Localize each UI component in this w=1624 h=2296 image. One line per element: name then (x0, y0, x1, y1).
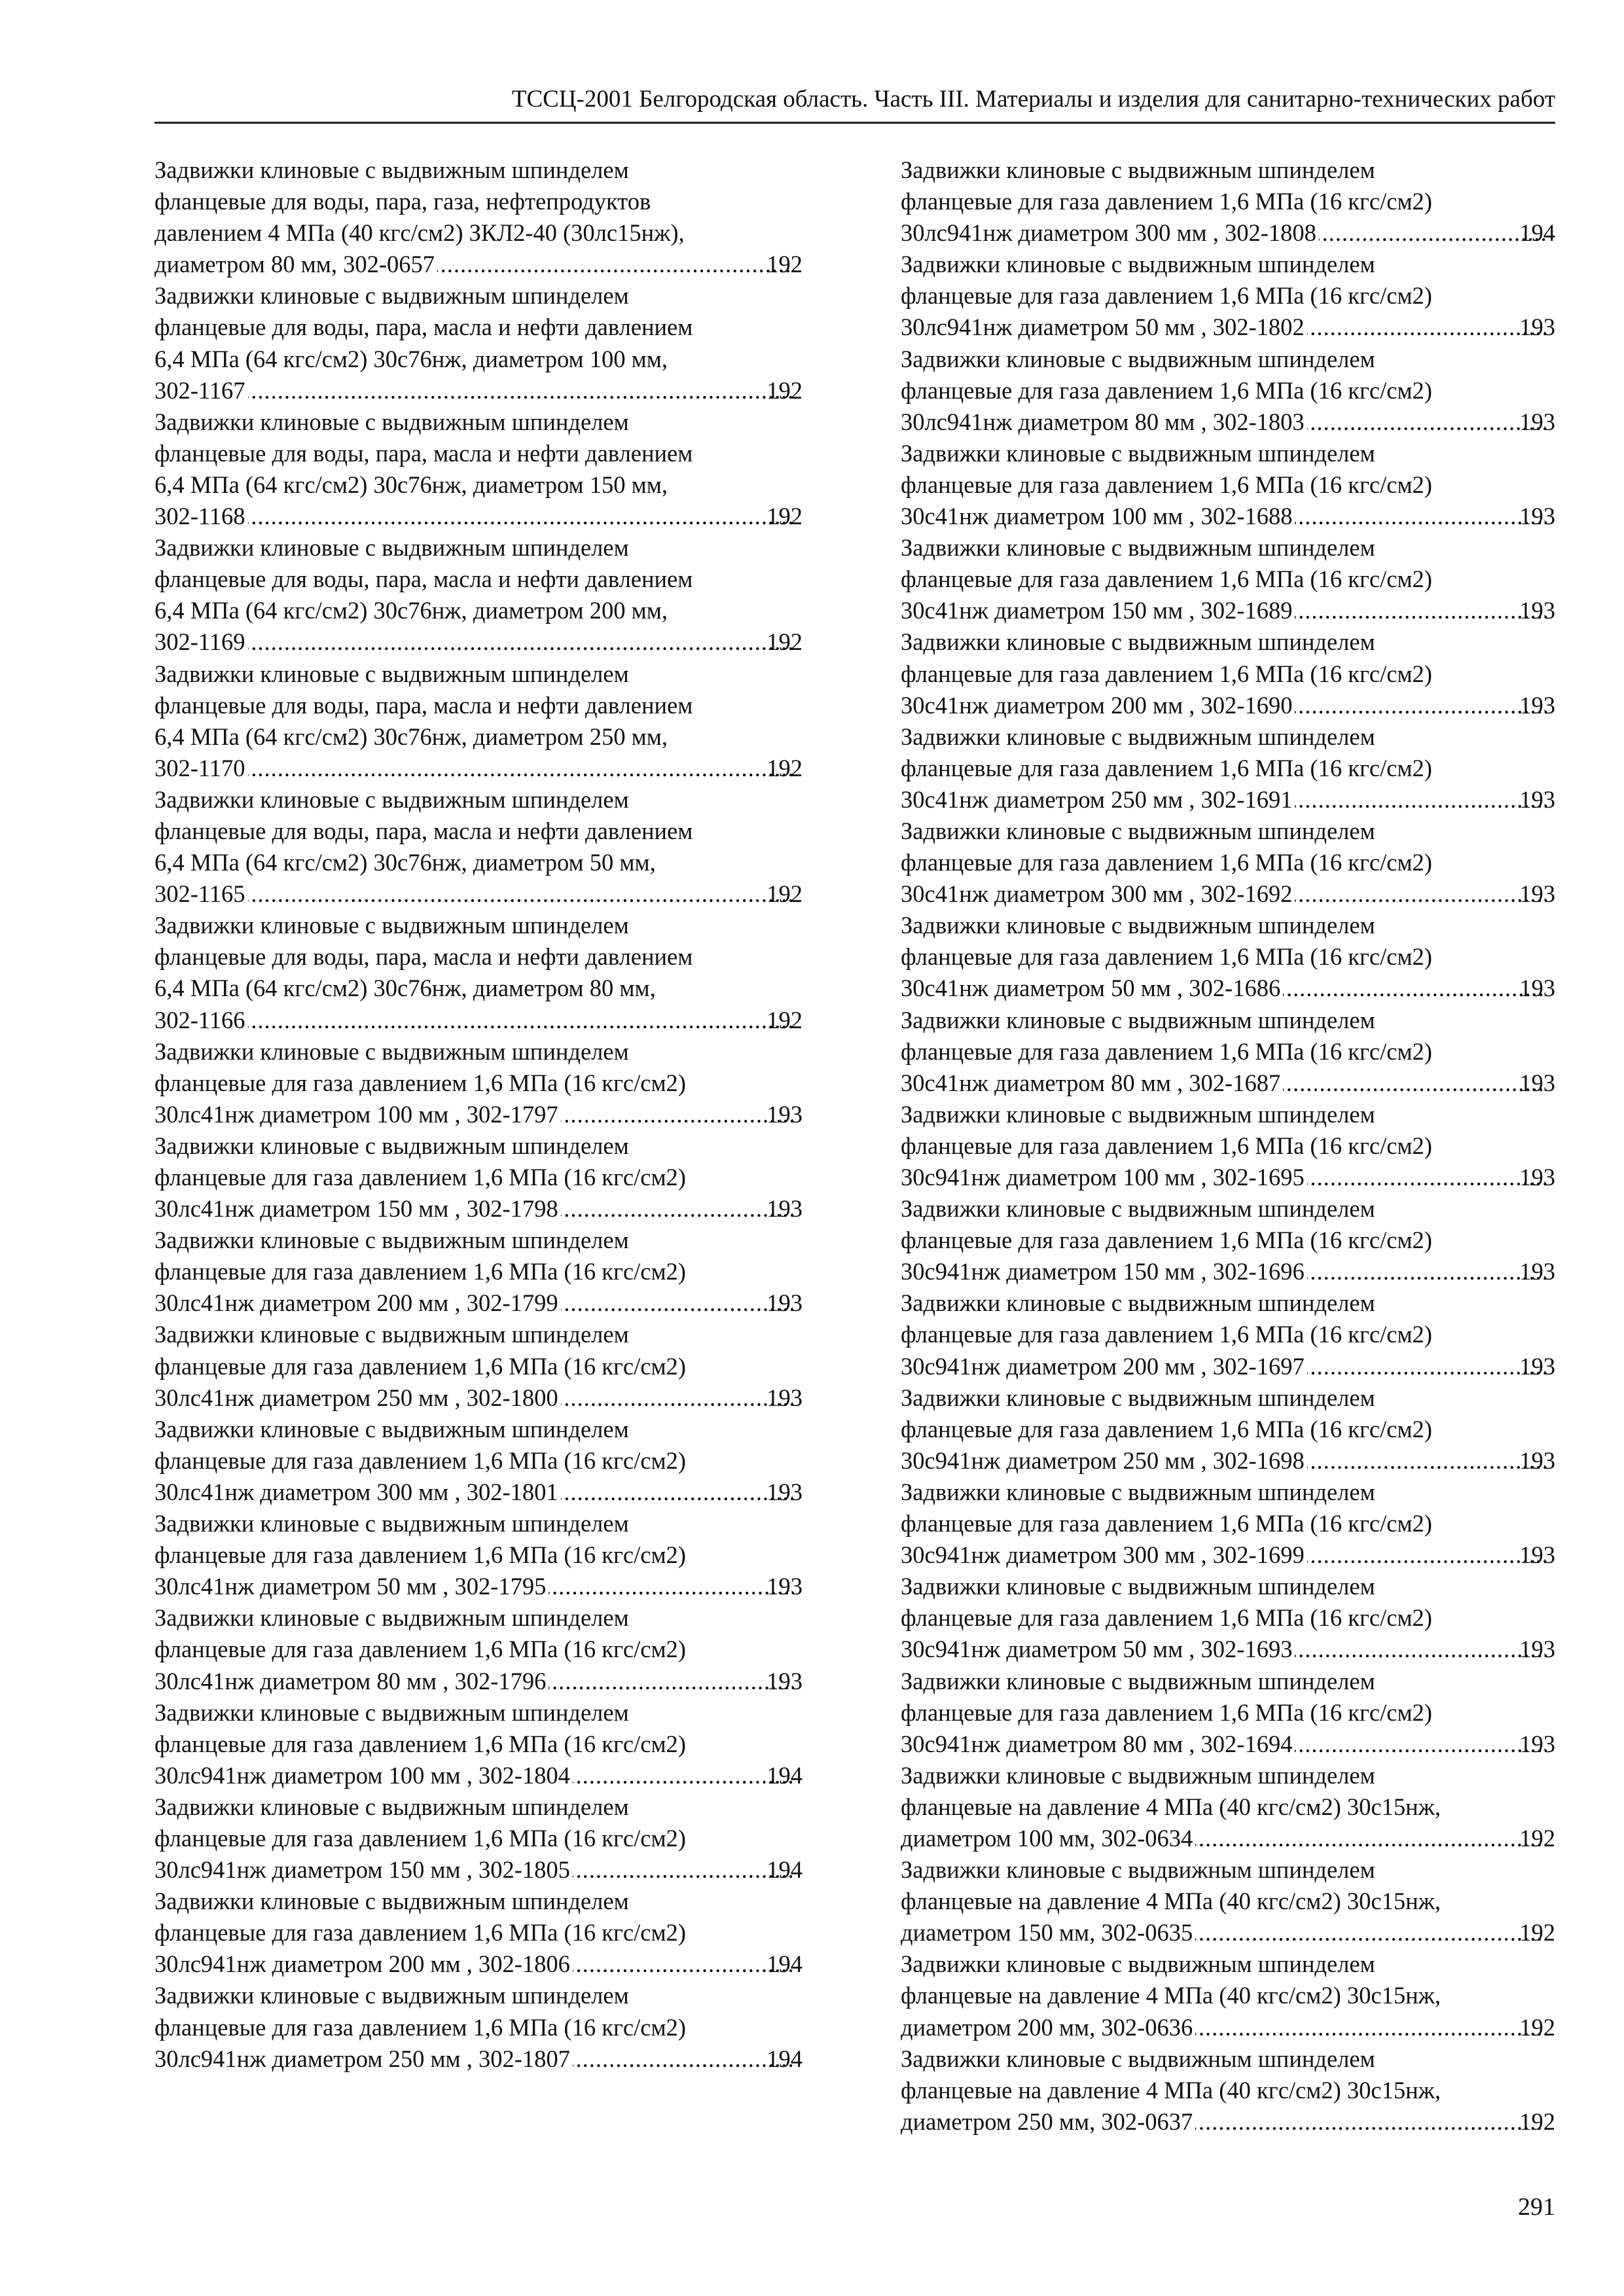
entry-last-line (154, 1099, 803, 1130)
entry-code: 30с941нж диаметром 250 мм , 302-1698 (901, 1446, 1305, 1474)
index-entry (154, 910, 803, 1035)
index-entry (154, 532, 803, 658)
dot-leader (573, 1854, 794, 1886)
dot-leader (1195, 1823, 1547, 1854)
index-entry (901, 532, 1555, 626)
entry-page-ref: 193 (767, 1289, 803, 1317)
index-entry (154, 784, 803, 910)
entry-text-line: Задвижки клиновые с выдвижным шпинделем (901, 1856, 1375, 1884)
entry-code: 30с41нж диаметром 50 мм , 302-1686 (901, 975, 1281, 1002)
dot-leader (549, 1666, 794, 1697)
entry-text-line: фланцевые для газа давлением 1,6 МПа (16 кгс/см2) (901, 943, 1432, 971)
entry-text-line: фланцевые для газа давлением 1,6 МПа (16 кгс/см2) (901, 660, 1432, 687)
entry-code: 30с941нж диаметром 150 мм , 302-1696 (901, 1258, 1305, 1285)
entry-text-line: фланцевые на давление 4 МПа (40 кгс/см2) 30с15нж, (901, 2076, 1441, 2104)
entry-last-line (154, 2043, 803, 2075)
entry-last-line (901, 1351, 1555, 1382)
entry-last-line (154, 878, 803, 910)
entry-page-ref: 193 (1519, 1258, 1555, 1285)
entry-code: 30лс941нж диаметром 250 мм , 302-1807 (154, 2045, 570, 2072)
dot-leader (248, 501, 795, 532)
entry-text-line: фланцевые для газа давлением 1,6 МПа (16 кгс/см2) (154, 1636, 686, 1663)
entry-last-line (154, 1477, 803, 1508)
entry-text-line: 6,4 МПа (64 кгс/см2) 30с76нж, диаметром 100 мм, (154, 345, 668, 372)
entry-code: 30с941нж диаметром 100 мм , 302-1695 (901, 1164, 1305, 1191)
entry-last-line (901, 2106, 1555, 2138)
entry-last-line (901, 690, 1555, 721)
entry-page-ref: 192 (767, 754, 803, 781)
entry-page-ref: 193 (1519, 1446, 1555, 1474)
dot-leader (561, 1287, 795, 1319)
entry-page-ref: 193 (1519, 691, 1555, 719)
entry-text-line: 6,4 МПа (64 кгс/см2) 30с76нж, диаметром 80 мм, (154, 975, 656, 1002)
entry-code: 30с941нж диаметром 80 мм , 302-1694 (901, 1730, 1293, 1757)
entry-last-line (901, 1445, 1555, 1477)
index-entry (154, 1130, 803, 1225)
index-entry (154, 1319, 803, 1413)
entry-last-line (901, 1917, 1555, 1948)
entry-text-line: Задвижки клиновые с выдвижным шпинделем (901, 1289, 1375, 1317)
dot-leader (1307, 1162, 1547, 1193)
dot-leader (1307, 312, 1547, 343)
dot-leader (437, 249, 794, 280)
entry-page-ref: 193 (1519, 503, 1555, 530)
entry-page-ref: 194 (767, 1761, 803, 1789)
index-entry (901, 1571, 1555, 1665)
entry-text-line: Задвижки клиновые с выдвижным шпинделем (901, 251, 1375, 278)
entry-text-line: фланцевые для газа давлением 1,6 МПа (16 кгс/см2) (154, 1164, 686, 1191)
index-entry (901, 910, 1555, 1004)
entry-last-line (901, 595, 1555, 626)
entry-text-line: фланцевые для воды, пара, газа, нефтепродуктов (154, 188, 651, 215)
entry-page-ref: 194 (767, 1950, 803, 1978)
entry-text-line: Задвижки клиновые с выдвижным шпинделем (154, 1698, 629, 1726)
dot-leader (1195, 2106, 1547, 2138)
entry-text-line: давлением 4 МПа (40 кгс/см2) ЗКЛ2-40 (30лс15нж), (154, 219, 685, 247)
index-entry (901, 1005, 1555, 1099)
entry-text-line: 6,4 МПа (64 кгс/см2) 30с76нж, диаметром 150 мм, (154, 471, 668, 498)
entry-text-line: фланцевые для газа давлением 1,6 МПа (16 кгс/см2) (901, 1132, 1432, 1159)
entry-code: 30лс941нж диаметром 80 мм , 302-1803 (901, 408, 1305, 435)
entry-text-line: Задвижки клиновые с выдвижным шпинделем (154, 785, 629, 813)
entry-text-line: Задвижки клиновые с выдвижным шпинделем (901, 1006, 1375, 1033)
dot-leader (1295, 595, 1547, 626)
entry-text-line: Задвижки клиновые с выдвижным шпинделем (154, 1888, 629, 1915)
dot-leader (549, 1571, 794, 1602)
entry-text-line: Задвижки клиновые с выдвижным шпинделем (901, 628, 1375, 656)
entry-last-line (154, 1666, 803, 1697)
entry-page-ref: 192 (1519, 2108, 1555, 2135)
entry-page-ref: 192 (1519, 1824, 1555, 1852)
page-number: 291 (1518, 2193, 1555, 2221)
entry-text-line: фланцевые для газа давлением 1,6 МПа (16 кгс/см2) (154, 1446, 686, 1474)
entry-page-ref: 193 (767, 1478, 803, 1505)
entry-last-line (154, 1287, 803, 1319)
entry-last-line (154, 1005, 803, 1036)
index-entry (154, 280, 803, 406)
index-entry (901, 1193, 1555, 1287)
entry-last-line (154, 1571, 803, 1602)
entry-page-ref: 192 (767, 1006, 803, 1033)
dot-leader (1295, 501, 1547, 532)
index-entry (901, 1948, 1555, 2043)
entry-page-ref: 193 (767, 1100, 803, 1128)
index-entry (901, 721, 1555, 816)
entry-code: диаметром 250 мм, 302-0637 (901, 2108, 1193, 2135)
entry-last-line (901, 784, 1555, 816)
entry-last-line (154, 375, 803, 406)
entry-last-line (901, 2012, 1555, 2043)
entry-text-line: Задвижки клиновые с выдвижным шпинделем (901, 912, 1375, 939)
entry-text-line: Задвижки клиновые с выдвижным шпинделем (901, 1478, 1375, 1505)
entry-code: диаметром 150 мм, 302-0635 (901, 1919, 1193, 1946)
index-entry (154, 1886, 803, 1980)
entry-last-line (901, 1634, 1555, 1665)
entry-text-line: Задвижки клиновые с выдвижным шпинделем (154, 912, 629, 939)
entry-text-line: Задвижки клиновые с выдвижным шпинделем (154, 1321, 629, 1348)
entry-text-line: фланцевые на давление 4 МПа (40 кгс/см2) 30с15нж, (901, 1793, 1441, 1820)
index-entry (154, 1508, 803, 1602)
entry-text-line: Задвижки клиновые с выдвижным шпинделем (154, 660, 629, 687)
entry-code: 30лс41нж диаметром 200 мм , 302-1799 (154, 1289, 558, 1317)
entry-text-line: Задвижки клиновые с выдвижным шпинделем (901, 1667, 1375, 1695)
entry-text-line: фланцевые для газа давлением 1,6 МПа (16 кгс/см2) (154, 1919, 686, 1946)
entry-code: 30лс41нж диаметром 300 мм , 302-1801 (154, 1478, 558, 1505)
entry-text-line: фланцевые для воды, пара, масла и нефти давлением (154, 314, 693, 341)
dot-leader (1295, 690, 1547, 721)
dot-leader (561, 1193, 795, 1225)
dot-leader (248, 1005, 795, 1036)
entry-text-line: Задвижки клиновые с выдвижным шпинделем (154, 1415, 629, 1443)
index-entry (901, 1477, 1555, 1571)
header-title: ТССЦ-2001 Белгородская область. Часть III. Материалы и изделия для санитарно-технических работ (511, 86, 1555, 113)
dot-leader (1307, 1539, 1547, 1571)
entry-code: 30с41нж диаметром 80 мм , 302-1687 (901, 1069, 1281, 1096)
entry-code: 30с41нж диаметром 200 мм , 302-1690 (901, 691, 1293, 719)
index-entry (154, 658, 803, 784)
index-entry (154, 1980, 803, 2074)
dot-leader (1195, 1917, 1547, 1948)
entry-page-ref: 193 (767, 1195, 803, 1223)
entry-text-line: Задвижки клиновые с выдвижным шпинделем (154, 1132, 629, 1159)
entry-page-ref: 193 (1519, 1069, 1555, 1096)
entry-code: 30лс41нж диаметром 150 мм , 302-1798 (154, 1195, 558, 1223)
entry-code: диаметром 100 мм, 302-0634 (901, 1824, 1193, 1852)
entry-page-ref: 193 (767, 1573, 803, 1600)
entry-text-line: фланцевые для газа давлением 1,6 МПа (16 кгс/см2) (901, 1321, 1432, 1348)
entry-page-ref: 193 (767, 1667, 803, 1695)
dot-leader (1295, 878, 1547, 910)
entry-text-line: фланцевые для газа давлением 1,6 МПа (16 кгс/см2) (901, 849, 1432, 876)
entry-code: 30лс41нж диаметром 50 мм , 302-1795 (154, 1573, 547, 1600)
entry-text-line: фланцевые для газа давлением 1,6 МПа (16 кгс/см2) (901, 1415, 1432, 1443)
dot-leader (1307, 406, 1547, 438)
entry-code: диаметром 200 мм, 302-0636 (901, 2013, 1193, 2041)
dot-leader (573, 1948, 794, 1980)
entry-page-ref: 194 (767, 1856, 803, 1884)
entry-last-line (901, 1067, 1555, 1099)
entry-page-ref: 193 (1519, 1164, 1555, 1191)
entry-page-ref: 194 (767, 2045, 803, 2072)
entry-last-line (901, 973, 1555, 1004)
index-entry (901, 1666, 1555, 1760)
entry-last-line (901, 878, 1555, 910)
entry-code: 30лс941нж диаметром 200 мм , 302-1806 (154, 1950, 570, 1978)
dot-leader (1319, 217, 1547, 249)
entry-last-line (901, 1162, 1555, 1193)
index-column-left (154, 154, 803, 2075)
entry-code: 302-1168 (154, 503, 245, 530)
entry-code: 302-1165 (154, 880, 245, 908)
dot-leader (248, 878, 795, 910)
entry-page-ref: 192 (767, 376, 803, 404)
entry-page-ref: 193 (1519, 880, 1555, 908)
entry-last-line (154, 753, 803, 784)
dot-leader (1307, 1351, 1547, 1382)
dot-leader (561, 1382, 795, 1414)
entry-text-line: фланцевые для воды, пара, масла и нефти давлением (154, 439, 693, 467)
index-entry (901, 1099, 1555, 1193)
entry-text-line: Задвижки клиновые с выдвижным шпинделем (901, 1573, 1375, 1600)
entry-last-line (154, 1382, 803, 1414)
entry-text-line: Задвижки клиновые с выдвижным шпинделем (901, 1195, 1375, 1223)
entry-page-ref: 193 (1519, 975, 1555, 1002)
index-entry (901, 816, 1555, 910)
entry-text-line: фланцевые для газа давлением 1,6 МПа (16 кгс/см2) (901, 471, 1432, 498)
dot-leader (1283, 973, 1547, 1004)
entry-last-line (901, 501, 1555, 532)
index-entry (901, 1382, 1555, 1477)
entry-text-line: фланцевые для воды, пара, масла и нефти давлением (154, 691, 693, 719)
entry-last-line (901, 1823, 1555, 1854)
index-entry (154, 1225, 803, 1319)
entry-text-line: фланцевые для газа давлением 1,6 МПа (16 кгс/см2) (154, 1352, 686, 1380)
dot-leader (248, 626, 795, 658)
entry-last-line (901, 1539, 1555, 1571)
entry-last-line (154, 1854, 803, 1886)
entry-code: 30лс41нж диаметром 250 мм , 302-1800 (154, 1384, 558, 1411)
entry-text-line: фланцевые для газа давлением 1,6 МПа (16 кгс/см2) (901, 1037, 1432, 1065)
entry-page-ref: 192 (767, 251, 803, 278)
entry-text-line: Задвижки клиновые с выдвижным шпинделем (901, 1761, 1375, 1789)
entry-code: 30с41нж диаметром 100 мм , 302-1688 (901, 503, 1293, 530)
entry-code: 30с41нж диаметром 300 мм , 302-1692 (901, 880, 1293, 908)
entry-code: 30лс941нж диаметром 50 мм , 302-1802 (901, 314, 1305, 341)
running-header (154, 81, 1555, 124)
index-entry (154, 154, 803, 280)
entry-code: 30лс941нж диаметром 300 мм , 302-1808 (901, 219, 1316, 247)
entry-last-line (154, 501, 803, 532)
index-entry (154, 1036, 803, 1130)
entry-page-ref: 193 (1519, 597, 1555, 624)
entry-last-line (154, 1760, 803, 1791)
entry-text-line: Задвижки клиновые с выдвижным шпинделем (901, 2045, 1375, 2072)
entry-page-ref: 193 (1519, 1730, 1555, 1757)
entry-text-line: фланцевые для газа давлением 1,6 МПа (16 кгс/см2) (154, 1730, 686, 1757)
entry-code: 30с941нж диаметром 200 мм , 302-1697 (901, 1352, 1305, 1380)
entry-text-line: фланцевые для газа давлением 1,6 МПа (16 кгс/см2) (154, 1258, 686, 1285)
entry-text-line: Задвижки клиновые с выдвижным шпинделем (901, 345, 1375, 372)
entry-text-line: фланцевые для газа давлением 1,6 МПа (16 кгс/см2) (901, 1227, 1432, 1254)
index-entry (154, 1791, 803, 1886)
dot-leader (1283, 1067, 1547, 1099)
entry-text-line: фланцевые для газа давлением 1,6 МПа (16 кгс/см2) (154, 1541, 686, 1569)
entry-code: 302-1170 (154, 754, 245, 781)
entry-last-line (154, 1948, 803, 1980)
dot-leader (248, 375, 795, 406)
entry-text-line: фланцевые для газа давлением 1,6 МПа (16 кгс/см2) (154, 2013, 686, 2041)
entry-page-ref: 192 (767, 880, 803, 908)
index-entry (901, 344, 1555, 438)
entry-text-line: фланцевые для газа давлением 1,6 МПа (16 кгс/см2) (901, 188, 1432, 215)
index-entry (154, 1697, 803, 1791)
index-entry (901, 626, 1555, 721)
entry-text-line: Задвижки клиновые с выдвижным шпинделем (154, 1793, 629, 1820)
index-entry (901, 1760, 1555, 1854)
index-entry (901, 154, 1555, 249)
entry-text-line: фланцевые для газа давлением 1,6 МПа (16 кгс/см2) (901, 282, 1432, 310)
entry-text-line: Задвижки клиновые с выдвижным шпинделем (154, 1982, 629, 2009)
entry-text-line: Задвижки клиновые с выдвижным шпинделем (901, 1384, 1375, 1411)
entry-text-line: Задвижки клиновые с выдвижным шпинделем (154, 1227, 629, 1254)
entry-text-line: фланцевые для газа давлением 1,6 МПа (16 кгс/см2) (154, 1069, 686, 1096)
entry-text-line: фланцевые для газа давлением 1,6 МПа (16 кгс/см2) (154, 1824, 686, 1852)
entry-text-line: фланцевые для газа давлением 1,6 МПа (16 кгс/см2) (901, 565, 1432, 593)
index-entry (901, 2043, 1555, 2138)
entry-code: 302-1166 (154, 1006, 245, 1033)
index-entry (901, 1854, 1555, 1948)
dot-leader (1307, 1256, 1547, 1287)
entry-text-line: Задвижки клиновые с выдвижным шпинделем (901, 817, 1375, 844)
entry-page-ref: 192 (1519, 2013, 1555, 2041)
entry-text-line: фланцевые на давление 4 МПа (40 кгс/см2) 30с15нж, (901, 1888, 1441, 1915)
entry-text-line: Задвижки клиновые с выдвижным шпинделем (901, 1950, 1375, 1978)
entry-code: 30лс941нж диаметром 100 мм , 302-1804 (154, 1761, 570, 1789)
index-entry (154, 1414, 803, 1508)
entry-text-line: Задвижки клиновые с выдвижным шпинделем (154, 534, 629, 562)
dot-leader (561, 1477, 795, 1508)
index-entry (901, 1287, 1555, 1382)
entry-code: 30лс41нж диаметром 100 мм , 302-1797 (154, 1100, 558, 1128)
entry-code: 30с941нж диаметром 50 мм , 302-1693 (901, 1636, 1293, 1663)
entry-last-line (901, 217, 1555, 249)
index-entry (901, 249, 1555, 343)
entry-last-line (901, 1729, 1555, 1760)
dot-leader (1295, 1634, 1547, 1665)
entry-text-line: фланцевые для воды, пара, масла и нефти давлением (154, 817, 693, 844)
entry-code: 30с41нж диаметром 250 мм , 302-1691 (901, 785, 1293, 813)
entry-last-line (901, 406, 1555, 438)
entry-text-line: Задвижки клиновые с выдвижным шпинделем (901, 439, 1375, 467)
entry-code: 30с41нж диаметром 150 мм , 302-1689 (901, 597, 1293, 624)
entry-text-line: Задвижки клиновые с выдвижным шпинделем (154, 1037, 629, 1065)
entry-text-line: фланцевые на давление 4 МПа (40 кгс/см2) 30с15нж, (901, 1982, 1441, 2009)
entry-last-line (901, 1256, 1555, 1287)
entry-page-ref: 193 (767, 1384, 803, 1411)
dot-leader (573, 1760, 794, 1791)
entry-text-line: фланцевые для газа давлением 1,6 МПа (16 кгс/см2) (901, 1698, 1432, 1726)
entry-code: 302-1167 (154, 376, 245, 404)
entry-last-line (154, 1193, 803, 1225)
entry-text-line: Задвижки клиновые с выдвижным шпинделем (901, 723, 1375, 750)
dot-leader (1295, 1729, 1547, 1760)
entry-page-ref: 193 (1519, 1352, 1555, 1380)
entry-text-line: Задвижки клиновые с выдвижным шпинделем (154, 282, 629, 310)
entry-page-ref: 193 (1519, 785, 1555, 813)
entry-text-line: Задвижки клиновые с выдвижным шпинделем (154, 1604, 629, 1632)
entry-text-line: 6,4 МПа (64 кгс/см2) 30с76нж, диаметром 200 мм, (154, 597, 668, 624)
index-entry (901, 438, 1555, 532)
entry-text-line: Задвижки клиновые с выдвижным шпинделем (901, 534, 1375, 562)
entry-page-ref: 193 (1519, 314, 1555, 341)
index-column-right (901, 154, 1555, 2138)
dot-leader (573, 2043, 794, 2075)
entry-text-line: Задвижки клиновые с выдвижным шпинделем (154, 156, 629, 183)
entry-code: 302-1169 (154, 628, 245, 656)
entry-code: диаметром 80 мм, 302-0657 (154, 251, 435, 278)
entry-last-line (154, 249, 803, 280)
entry-text-line: Задвижки клиновые с выдвижным шпинделем (901, 156, 1375, 183)
entry-text-line: 6,4 МПа (64 кгс/см2) 30с76нж, диаметром 50 мм, (154, 849, 656, 876)
entry-last-line (901, 312, 1555, 343)
entry-page-ref: 192 (767, 503, 803, 530)
index-entry (154, 1602, 803, 1696)
entry-text-line: Задвижки клиновые с выдвижным шпинделем (901, 1100, 1375, 1128)
entry-text-line: фланцевые для газа давлением 1,6 МПа (16 кгс/см2) (901, 1604, 1432, 1632)
dot-leader (248, 753, 795, 784)
entry-code: 30с941нж диаметром 300 мм , 302-1699 (901, 1541, 1305, 1569)
entry-code: 30лс41нж диаметром 80 мм , 302-1796 (154, 1667, 547, 1695)
entry-page-ref: 194 (1519, 219, 1555, 247)
entry-text-line: 6,4 МПа (64 кгс/см2) 30с76нж, диаметром 250 мм, (154, 723, 668, 750)
entry-code: 30лс941нж диаметром 150 мм , 302-1805 (154, 1856, 570, 1884)
dot-leader (1195, 2012, 1547, 2043)
entry-page-ref: 193 (1519, 1541, 1555, 1569)
entry-text-line: фланцевые для воды, пара, масла и нефти давлением (154, 565, 693, 593)
entry-text-line: фланцевые для газа давлением 1,6 МПа (16 кгс/см2) (901, 1510, 1432, 1537)
entry-text-line: Задвижки клиновые с выдвижным шпинделем (154, 408, 629, 435)
entry-page-ref: 193 (1519, 408, 1555, 435)
entry-text-line: фланцевые для газа давлением 1,6 МПа (16 кгс/см2) (901, 754, 1432, 781)
entry-page-ref: 192 (1519, 1919, 1555, 1946)
entry-text-line: фланцевые для газа давлением 1,6 МПа (16 кгс/см2) (901, 376, 1432, 404)
entry-text-line: фланцевые для воды, пара, масла и нефти давлением (154, 943, 693, 971)
entry-page-ref: 193 (1519, 1636, 1555, 1663)
dot-leader (561, 1099, 795, 1130)
entry-last-line (154, 626, 803, 658)
entry-text-line: Задвижки клиновые с выдвижным шпинделем (154, 1510, 629, 1537)
dot-leader (1295, 784, 1547, 816)
index-entry (154, 406, 803, 532)
entry-page-ref: 192 (767, 628, 803, 656)
dot-leader (1307, 1445, 1547, 1477)
